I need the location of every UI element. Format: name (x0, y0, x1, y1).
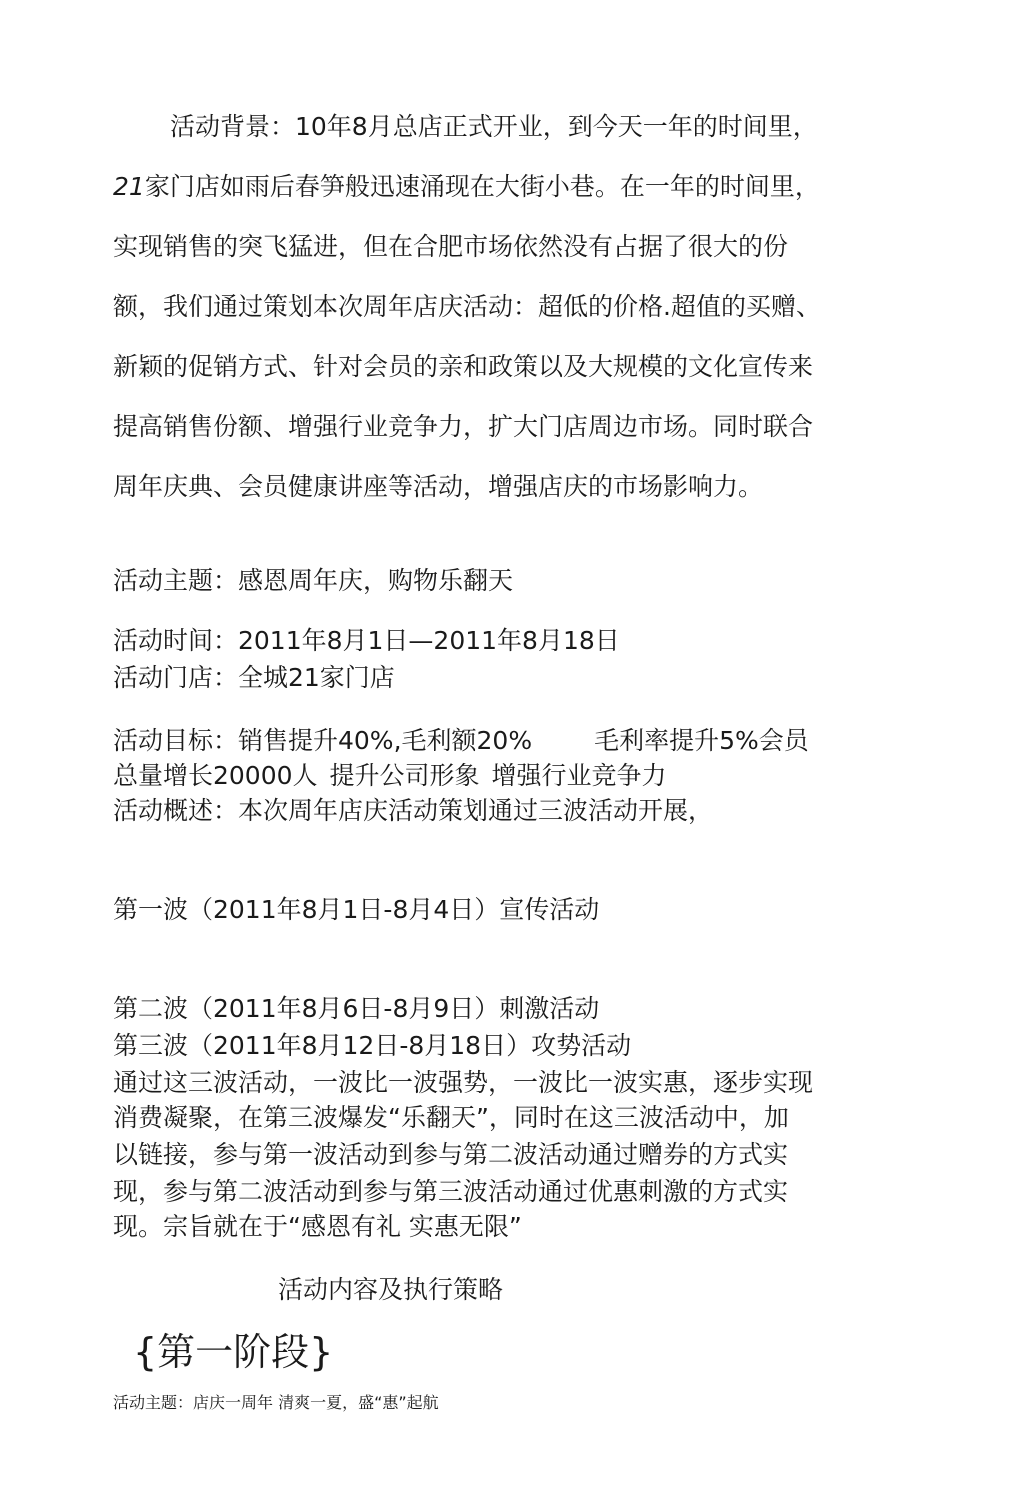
wave-third: 第三波（2011年8月12日-8月18日）攻势活动 (113, 1031, 632, 1060)
stage-heading: {第一阶段} (133, 1330, 334, 1374)
background-line-2-text: 家门店如雨后春笋般迅速涌现在大街小巷。在一年的时间里， (144, 172, 820, 201)
summary-line-2: 消费凝聚，在第三波爆发“乐翻天”，同时在这三波活动中，加 (113, 1103, 789, 1132)
activity-goal-line-2 (113, 761, 667, 791)
goal-image: 提升公司形象 (329, 761, 480, 790)
background-line-4: 额，我们通过策划本次周年店庆活动：超低的价格.超值的买赠、 (113, 292, 821, 321)
store-count-italic: 21 (113, 172, 145, 201)
background-line-7: 周年庆典、会员健康讲座等活动，增强店庆的市场影响力。 (113, 472, 764, 501)
activity-stores: 活动门店：全城21家门店 (113, 663, 395, 692)
background-line-2 (113, 172, 820, 202)
goal-part-1: 活动目标：销售提升40%,毛利额20% (113, 726, 533, 755)
background-line-6: 提高销售份额、增强行业竞争力，扩大门店周边市场。同时联合 (113, 412, 814, 441)
summary-line-5: 现。宗旨就在于“感恩有礼 实惠无限” (113, 1212, 522, 1241)
background-line-5: 新颖的促销方式、针对会员的亲和政策以及大规模的文化宣传来 (113, 352, 814, 381)
wave-first: 第一波（2011年8月1日-8月4日）宣传活动 (113, 895, 600, 924)
goal-member-growth: 总量增长20000人 (113, 761, 318, 790)
stage-theme: 活动主题：店庆一周年 清爽一夏，盛“惠”起航 (113, 1393, 439, 1412)
section-heading: 活动内容及执行策略 (278, 1275, 504, 1304)
activity-time: 活动时间：2011年8月1日—2011年8月18日 (113, 626, 620, 655)
wave-second: 第二波（2011年8月6日-8月9日）刺激活动 (113, 994, 600, 1023)
background-line-1: 活动背景：10年8月总店正式开业，到今天一年的时间里， (170, 112, 818, 141)
activity-theme: 活动主题：感恩周年庆，购物乐翻天 (113, 566, 514, 595)
goal-part-2: 毛利率提升5%会员 (594, 726, 809, 755)
activity-goal-line-1 (113, 726, 809, 756)
summary-line-3: 以链接，参与第一波活动到参与第二波活动通过赠券的方式实 (113, 1140, 789, 1169)
summary-line-1: 通过这三波活动，一波比一波强势，一波比一波实惠，逐步实现 (113, 1068, 814, 1097)
summary-line-4: 现，参与第二波活动到参与第三波活动通过优惠刺激的方式实 (113, 1177, 789, 1206)
activity-overview: 活动概述：本次周年店庆活动策划通过三波活动开展， (113, 796, 714, 825)
goal-competitiveness: 增强行业竞争力 (491, 761, 667, 790)
background-line-3: 实现销售的突飞猛进，但在合肥市场依然没有占据了很大的份 (113, 232, 789, 261)
